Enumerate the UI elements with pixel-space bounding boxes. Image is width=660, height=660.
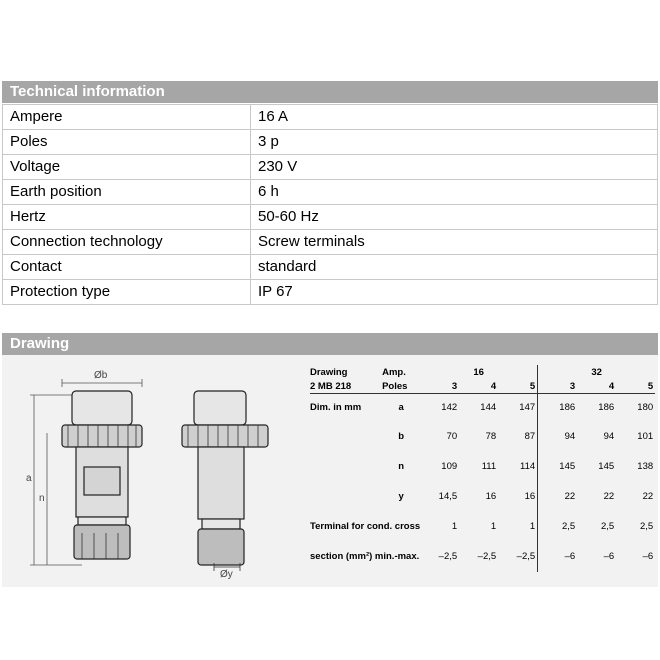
dimension-value: –2,5 (477, 551, 497, 562)
dimension-key: b (398, 431, 405, 442)
dimension-value: 111 (481, 461, 497, 472)
dimension-key: n (398, 461, 405, 472)
dimension-row-label: section (mm²) min.-max. (310, 551, 420, 562)
spec-value: 50-60 Hz (251, 205, 658, 230)
plug-side-view (182, 391, 268, 565)
dimension-value: 16 (485, 491, 497, 502)
dimension-value: –2,5 (516, 551, 536, 562)
diameter-b-label: Øb (94, 370, 108, 381)
dimension-value: 2,5 (538, 512, 578, 542)
spec-value: standard (251, 255, 658, 280)
dimension-value: 138 (637, 461, 654, 472)
technical-info-header (2, 81, 658, 103)
spec-label: Earth position (3, 180, 251, 205)
dimension-value: 145 (538, 452, 578, 482)
table-row (3, 280, 658, 305)
spec-label: Contact (3, 255, 251, 280)
dimension-value: 22 (642, 491, 654, 502)
spec-label: Protection type (3, 280, 251, 305)
dimension-value: 1 (529, 521, 536, 532)
dimension-value: 144 (480, 402, 497, 414)
dim-a-label: a (26, 473, 32, 484)
plug-technical-drawing (2, 355, 302, 587)
dimension-value: 1 (451, 521, 458, 532)
dimension-value: 22 (538, 482, 578, 512)
drawing-label: Drawing (310, 366, 348, 378)
spec-label: Poles (3, 130, 251, 155)
diameter-y-label: Øy (220, 569, 233, 580)
dimension-value: –6 (538, 542, 578, 572)
drawing-title: Drawing (10, 335, 70, 352)
spec-label: Hertz (3, 205, 251, 230)
dimension-row (310, 422, 655, 452)
dimension-value: 186 (598, 402, 615, 414)
spec-value: 6 h (251, 180, 658, 205)
pole-header: 5 (616, 379, 655, 394)
dimension-value: 94 (538, 422, 578, 452)
dimension-row-label (310, 422, 382, 452)
table-row (3, 155, 658, 180)
dimension-row-label (310, 482, 382, 512)
dimension-value: 22 (603, 491, 615, 502)
spec-value: Screw terminals (251, 230, 658, 255)
dim-n-label: n (39, 493, 45, 504)
pole-header: 5 (498, 379, 538, 394)
dimension-value: 142 (441, 402, 458, 414)
dimension-row (310, 512, 655, 542)
technical-info-table (2, 104, 658, 305)
dimension-row (310, 542, 655, 572)
dimension-value: 109 (441, 461, 458, 472)
dimension-value: 70 (446, 431, 458, 442)
dimension-row-label (310, 452, 382, 482)
dimension-key: a (398, 402, 404, 414)
spec-value: 3 p (251, 130, 658, 155)
dimension-row-label: Dim. in mm (310, 402, 362, 414)
dimension-value: 1 (490, 521, 497, 532)
pole-header: 4 (459, 379, 498, 394)
dimension-value: –6 (642, 551, 654, 562)
dimension-value: 14,5 (438, 491, 458, 502)
dimension-value: 180 (637, 402, 654, 414)
dimension-value: 145 (598, 461, 615, 472)
dimension-value: 147 (519, 402, 536, 414)
pole-header: 3 (420, 379, 459, 394)
dimension-value: –2,5 (438, 551, 458, 562)
dimension-value: 186 (538, 394, 578, 422)
dimension-value: –6 (603, 551, 615, 562)
dimension-value: 2,5 (639, 521, 654, 532)
poles-label: Poles (382, 379, 420, 394)
pole-header: 4 (577, 379, 616, 394)
table-row (3, 205, 658, 230)
dimension-value: 2,5 (600, 521, 615, 532)
dimension-row (310, 482, 655, 512)
amp-label: Amp. (382, 366, 406, 378)
dimension-value: 78 (485, 431, 497, 442)
dimension-value: 16 (524, 491, 536, 502)
dimension-row-label: Terminal for cond. cross (310, 521, 421, 532)
spec-label: Ampere (3, 105, 251, 130)
drawing-panel (2, 355, 658, 587)
model-label: 2 MB 218 (310, 379, 382, 394)
amp-32: 32 (538, 365, 656, 379)
dimension-value: 114 (520, 461, 536, 472)
dimension-key: y (398, 491, 404, 502)
drawing-header (2, 333, 658, 355)
table-row (3, 180, 658, 205)
dimensions-table (310, 365, 655, 572)
plug-front-view (62, 391, 142, 559)
spec-label: Voltage (3, 155, 251, 180)
dimension-value: 101 (637, 431, 654, 442)
table-row (3, 230, 658, 255)
dimension-row (310, 394, 655, 422)
amp-16: 16 (473, 366, 484, 378)
dimension-row (310, 452, 655, 482)
spec-value: IP 67 (251, 280, 658, 305)
table-row (3, 105, 658, 130)
spec-label: Connection technology (3, 230, 251, 255)
dimension-value: 94 (603, 431, 615, 442)
table-row (3, 130, 658, 155)
spec-value: 16 A (251, 105, 658, 130)
pole-header: 3 (538, 379, 578, 394)
technical-info-title: Technical information (10, 83, 165, 100)
table-row (3, 255, 658, 280)
dimension-value: 87 (524, 431, 536, 442)
spec-value: 230 V (251, 155, 658, 180)
